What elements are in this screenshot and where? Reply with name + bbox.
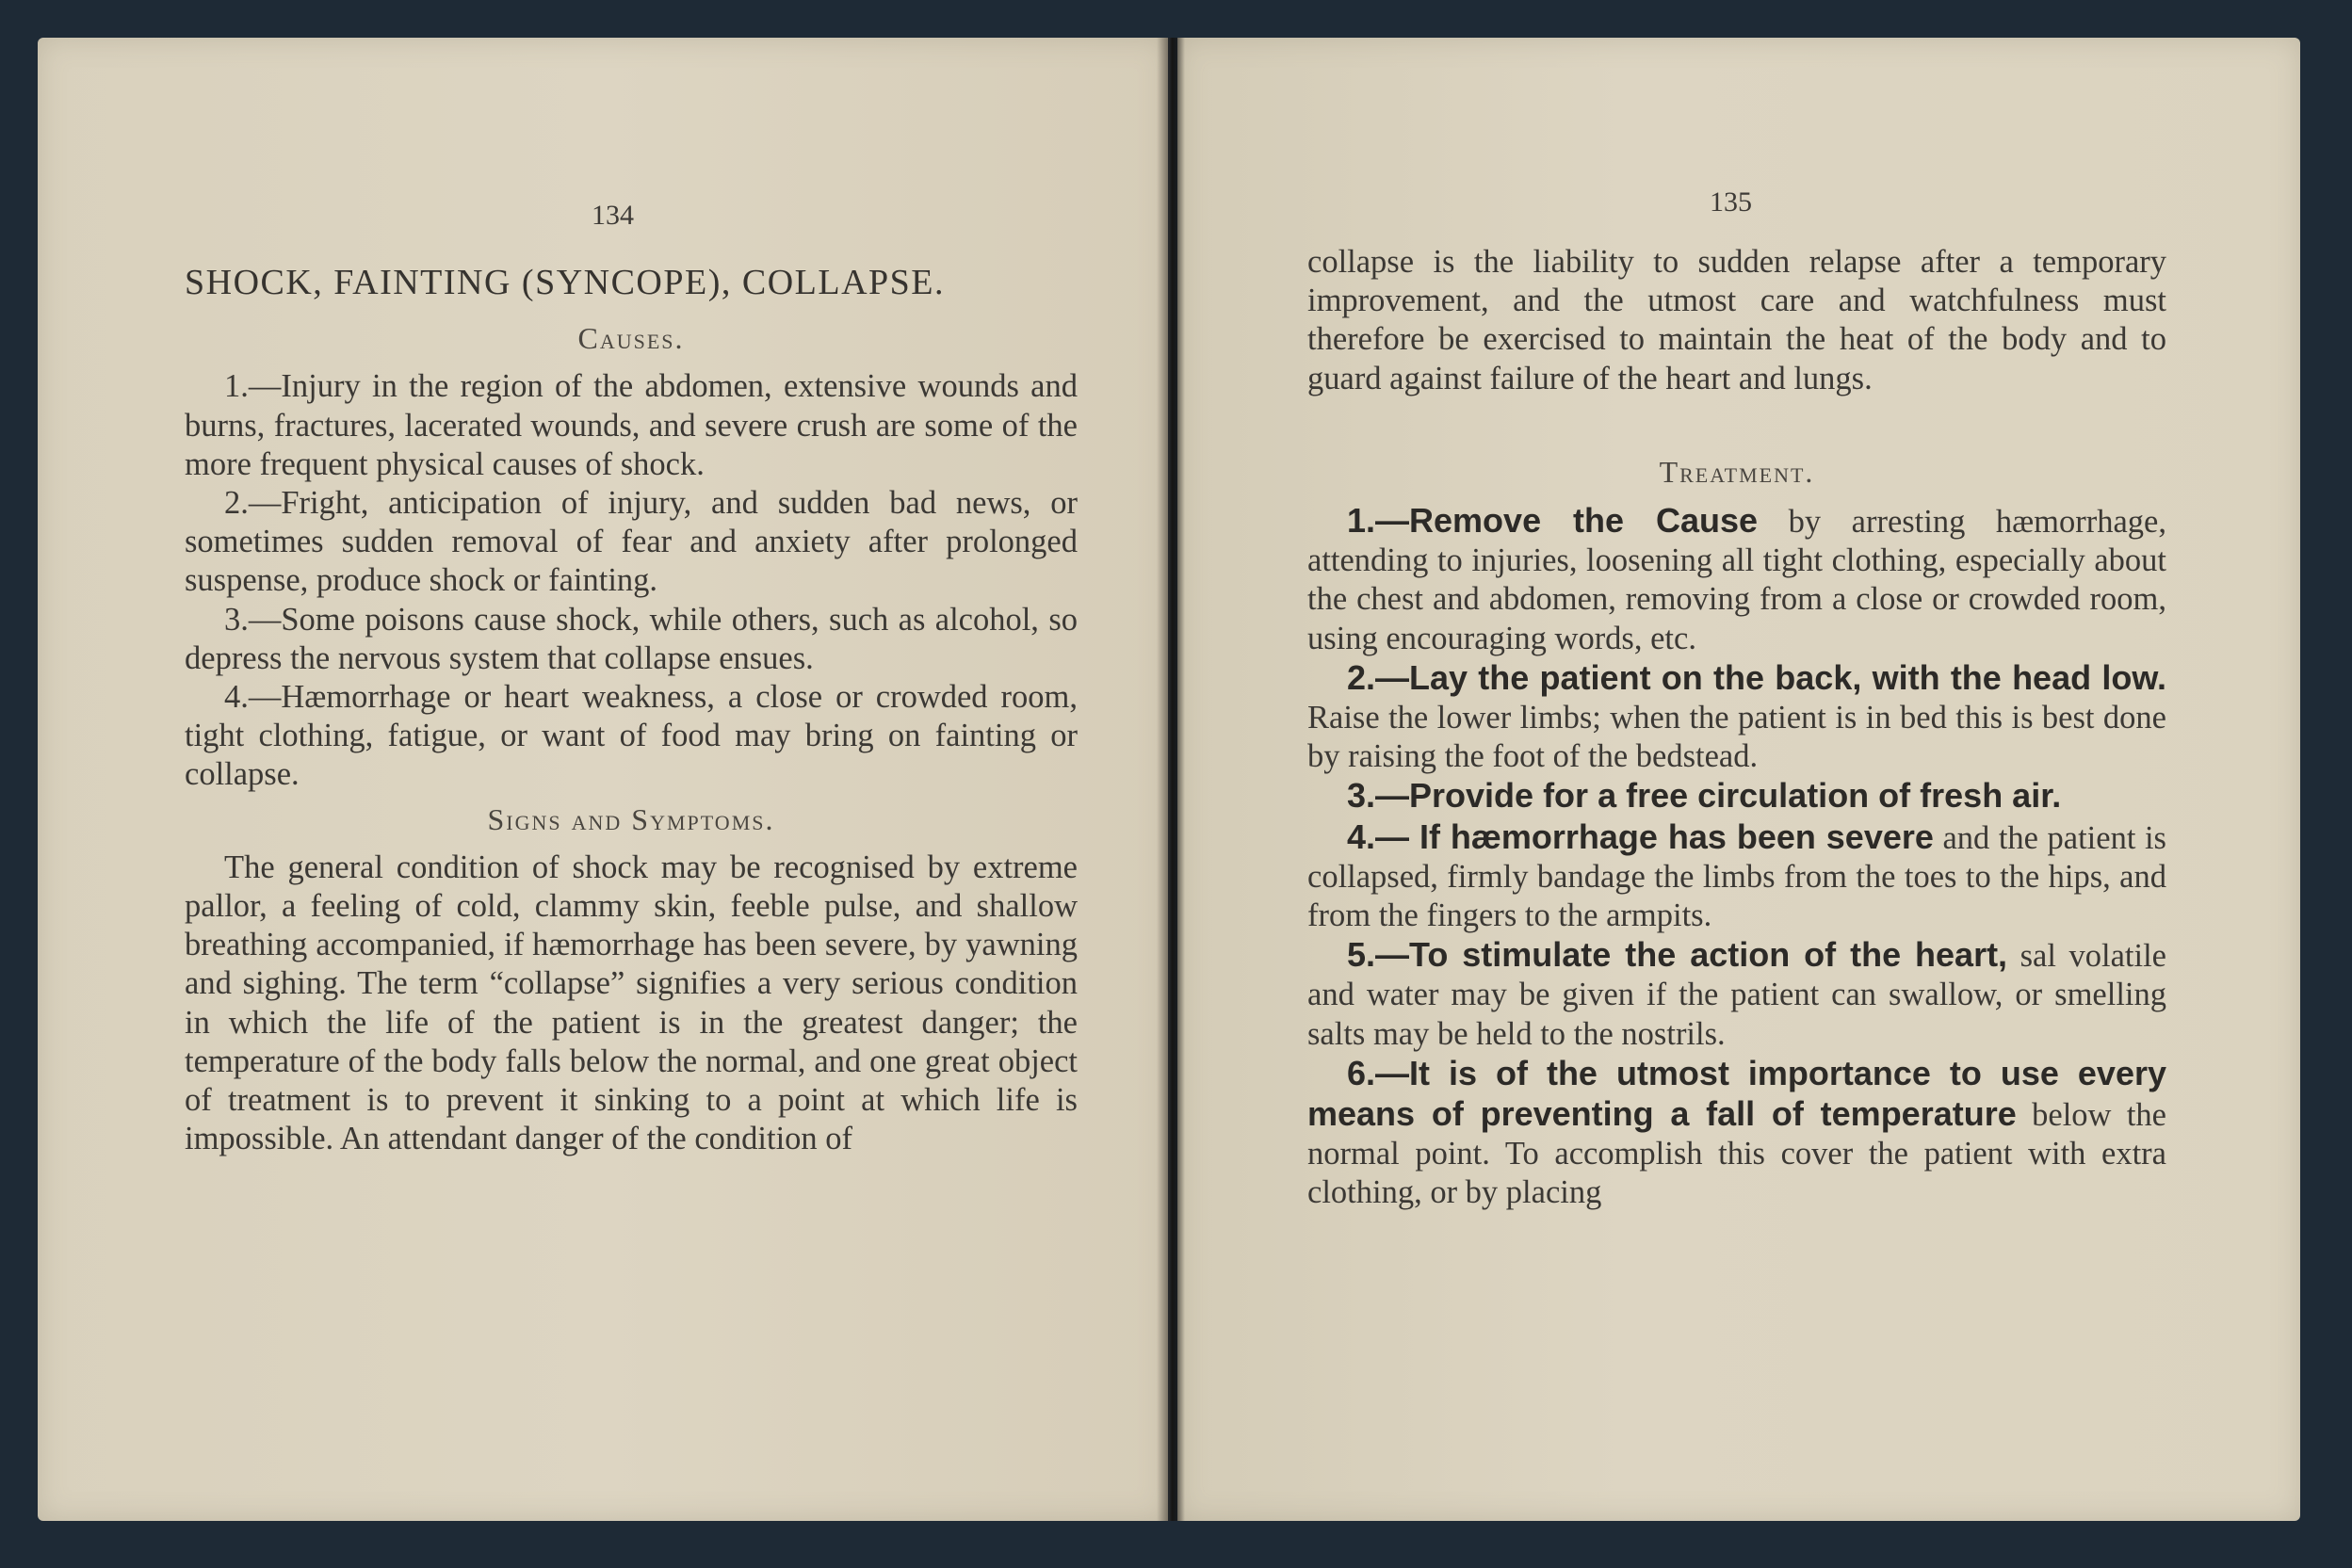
causes-heading: Causes. — [577, 321, 685, 356]
treatment-heading: Treatment. — [1659, 454, 1815, 489]
treatment-lead: 1.—Remove the Cause — [1347, 501, 1759, 541]
treatment-body: by arresting hæmorrhage, attending to injuries, loosening all tight clothing, especially about the chest and abdomen, removing from a close or crowded room, using encouraging words, etc. — [1307, 504, 2166, 656]
treatment-body: Raise the lower limbs; when the patient is in bed this is best done by raising the foot of the bedstead. — [1307, 700, 2166, 775]
treatment-item — [1307, 1054, 2166, 1213]
chapter-title: SHOCK, FAINTING (SYNCOPE), COLLAPSE. — [185, 263, 946, 302]
treatment-body: and the patient is collapsed, firmly bandage the limbs from the toes to the hips, and from the fingers to the armpits. — [1307, 819, 2166, 934]
continuation-paragraph: collapse is the liability to sudden relapse after a temporary improvement, and the utmost care and watchfulness must therefore be exercised to maintain the heat of the body and to guard against failure of the heart and lungs. — [1307, 244, 2166, 396]
symptoms-heading: Signs and Symptoms. — [487, 801, 775, 836]
treatment-item — [1307, 658, 2166, 777]
treatment-lead: 2.—Lay the patient on the back, with the head low. — [1347, 657, 2166, 697]
treatment-body: below the normal point. To accomplish this cover the patient with extra clothing, or by placing — [1307, 1097, 2166, 1211]
treatment-lead: 5.—To stimulate the action of the heart, — [1347, 935, 2008, 975]
treatment-body: sal volatile and water may be given if the patient can swallow, or smelling salts may be held to the nostrils. — [1307, 938, 2166, 1052]
treatment-lead: 4.— If hæmorrhage has been severe — [1347, 816, 1934, 856]
right-page — [1177, 38, 2300, 1521]
treatment-item — [1307, 501, 2166, 658]
cause-item: 3.—Some poisons cause shock, while others, such as alcohol, so depress the nervous system that collapse ensues. — [185, 601, 1078, 676]
treatment-lead: 3.—Provide for a free circulation of fresh air. — [1347, 776, 2062, 816]
treatment-item — [1307, 935, 2166, 1054]
cause-item: 1.—Injury in the region of the abdomen, extensive wounds and burns, fractures, lacerated wounds, and severe crush are some of the more frequent physical causes of shock. — [185, 368, 1078, 482]
left-page — [38, 38, 1168, 1521]
left-page-text — [185, 264, 1078, 1158]
cause-item: 2.—Fright, anticipation of injury, and sudden bad news, or sometimes sudden removal of fear and anxiety after prolonged suspense, produce shock or fainting. — [185, 485, 1078, 599]
page-number-right: 135 — [1710, 186, 1752, 218]
page-number-left: 134 — [592, 200, 634, 231]
treatment-item — [1307, 776, 2166, 816]
cause-item: 4.—Hæmorrhage or heart weakness, a close or crowded room, tight clothing, fatigue, or want of food may bring on fainting or collapse. — [185, 679, 1078, 793]
treatment-lead: 6.—It is of the utmost importance to use every means of preventing a fall of temperature — [1307, 1053, 2166, 1134]
treatment-item — [1307, 817, 2166, 936]
book-gutter — [1157, 38, 1185, 1521]
right-page-text — [1307, 243, 2166, 1213]
symptoms-paragraph: The general condition of shock may be recognised by extreme pallor, a feeling of cold, clammy skin, feeble pulse, and shallow breathing accompanied, if hæmorrhage has been severe, by yawning and sighing. The term “collapse” signifies a very serious condition in which the life of the patient is in the greatest danger; the temperature of the body falls below the normal, and one great object of treatment is to prevent it sinking to a point at which life is impossible. An attendant danger of the condition of — [185, 849, 1078, 1157]
